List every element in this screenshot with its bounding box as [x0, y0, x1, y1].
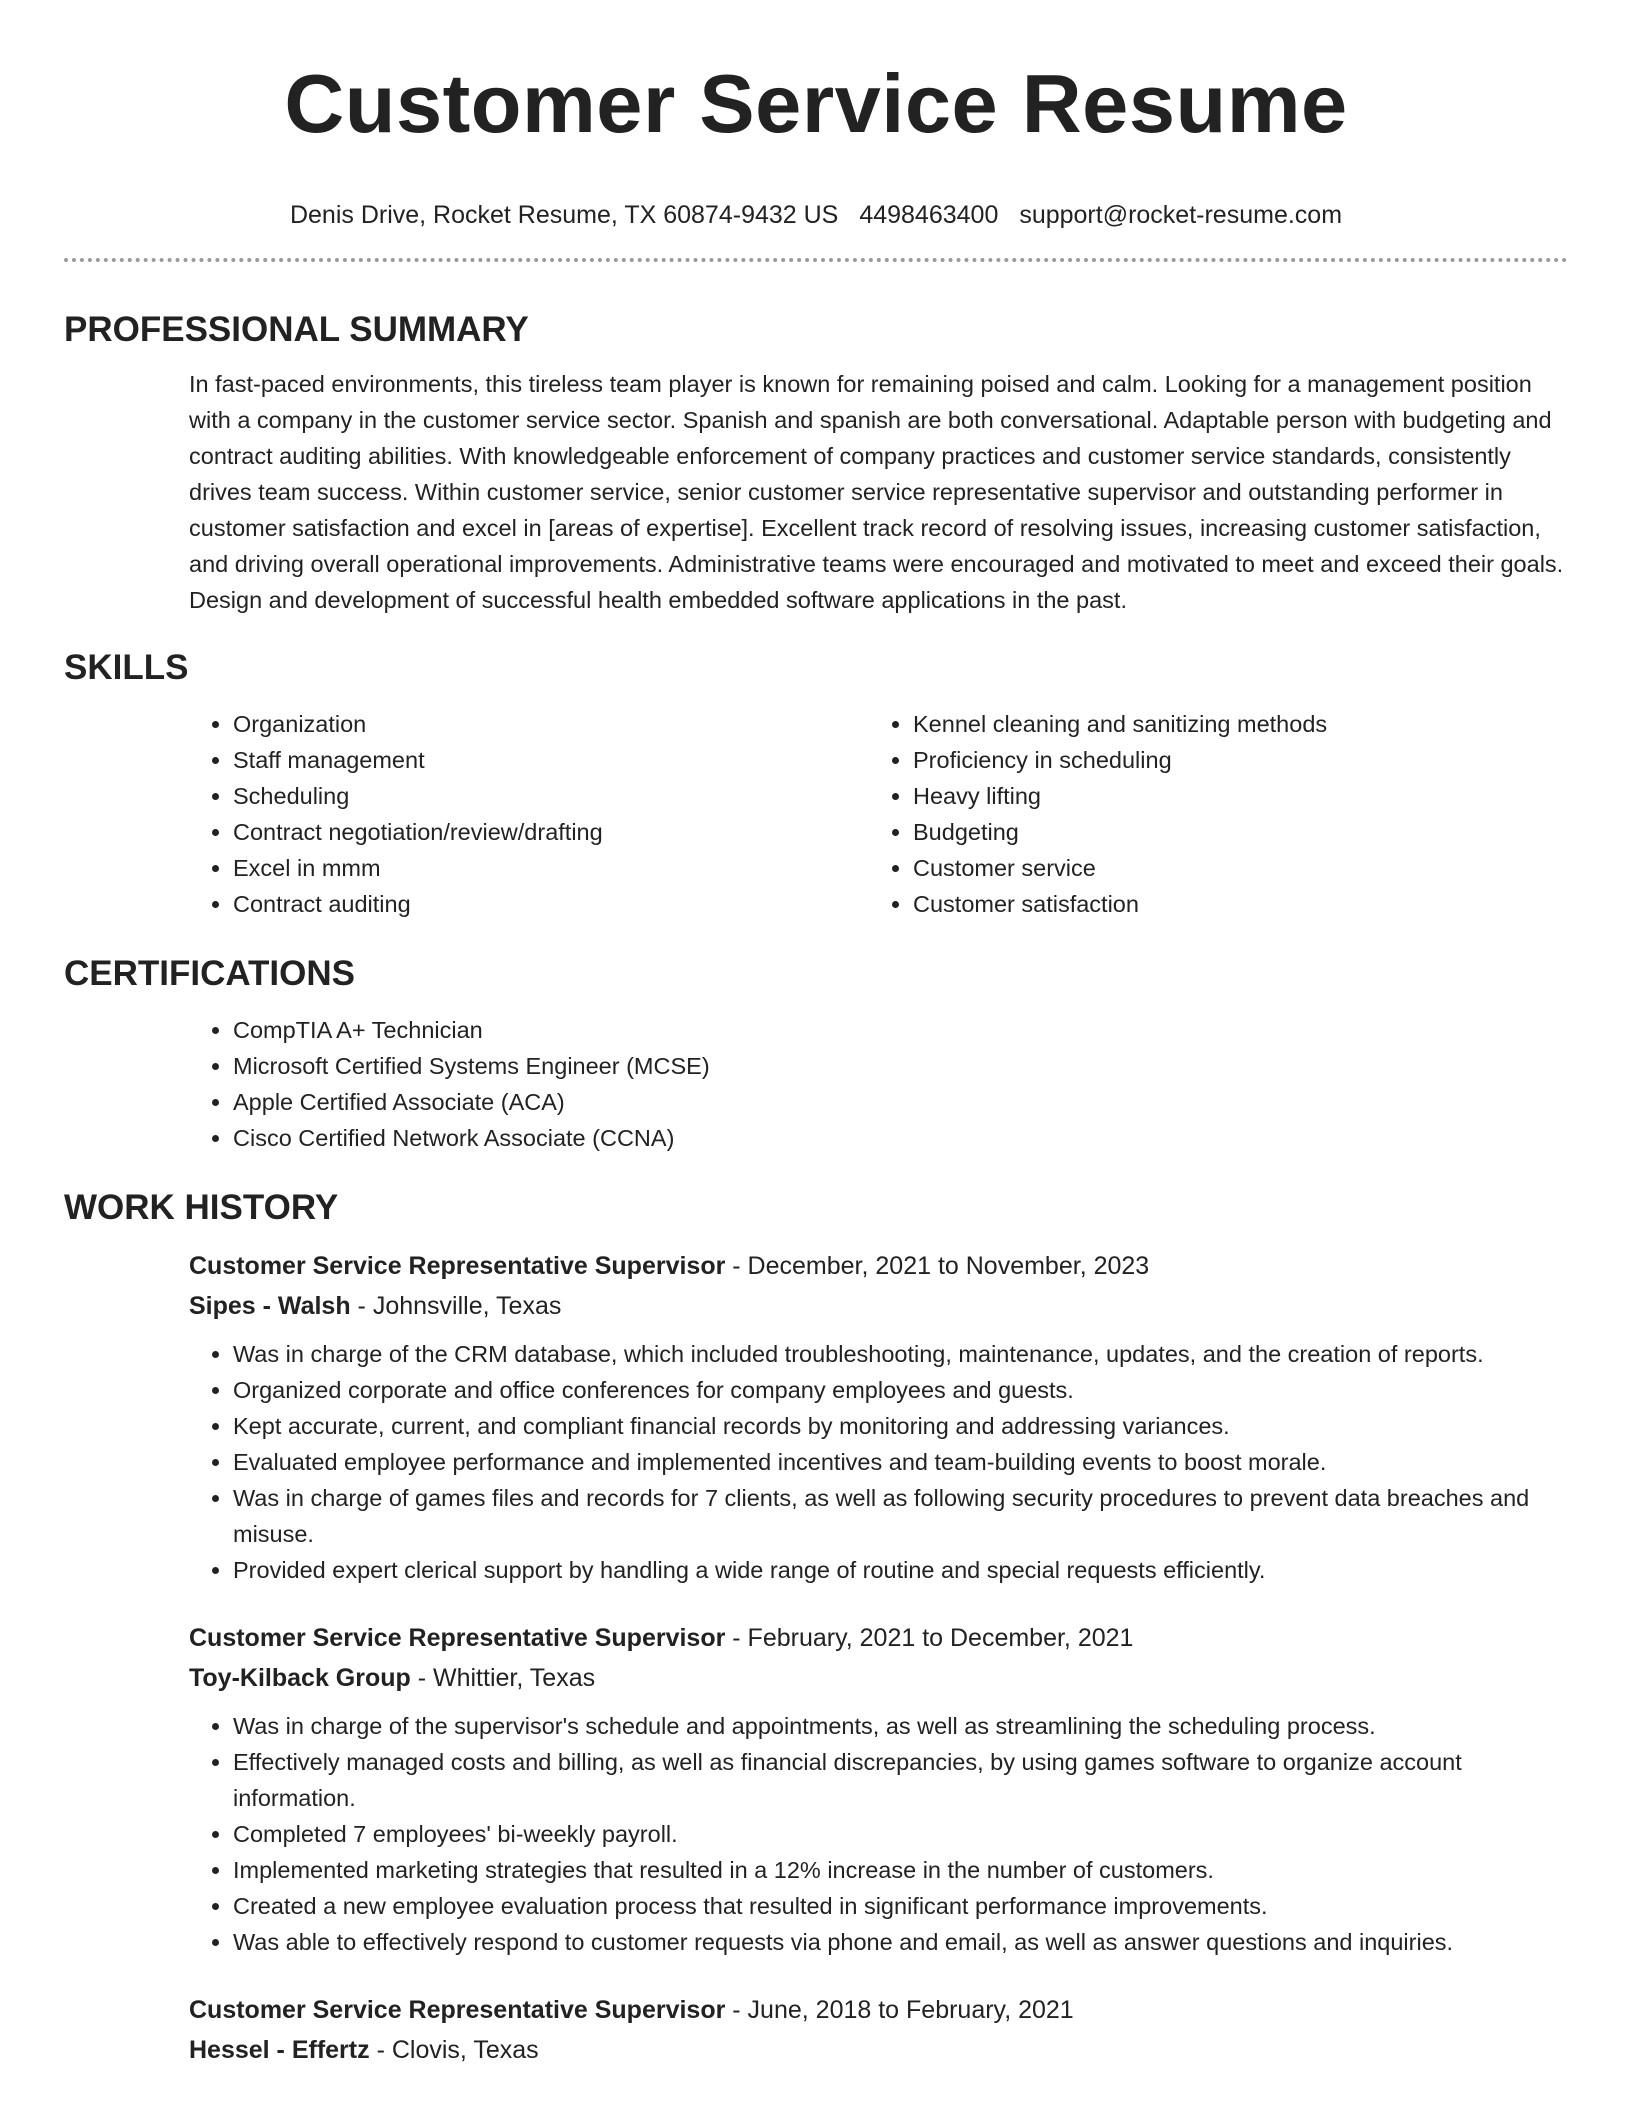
job-company-line — [189, 1658, 1568, 1698]
contact-address: Denis Drive, Rocket Resume, TX 60874-9432 US — [289, 201, 839, 229]
skill-item: • Kennel cleaning and sanitizing methods — [913, 706, 1549, 742]
contact-line — [64, 200, 1568, 230]
job-company-line — [189, 2030, 1568, 2070]
contact-email: support@rocket-resume.com — [1019, 201, 1343, 229]
job-bullet: • Effectively managed costs and billing, as well as financial discrepancies, by using games software to organize account information. — [233, 1744, 1568, 1816]
job-bullet: • Kept accurate, current, and compliant financial records by monitoring and addressing variances. — [233, 1408, 1568, 1444]
work-history-heading: WORK HISTORY — [64, 1188, 339, 1227]
job-dates: - June, 2018 to February, 2021 — [725, 1996, 1074, 2024]
job-title-line — [189, 1246, 1568, 1286]
resume-title: Customer Service Resume — [284, 57, 1348, 150]
job-dates: - February, 2021 to December, 2021 — [725, 1624, 1134, 1652]
jobs-list — [189, 1246, 1568, 2070]
job-dates: - December, 2021 to November, 2023 — [725, 1252, 1150, 1280]
job-company: Toy-Kilback Group — [189, 1664, 411, 1692]
header-divider — [64, 258, 1568, 262]
skill-item: • Budgeting — [913, 814, 1549, 850]
job-entry — [189, 1246, 1568, 1588]
job-title: Customer Service Representative Supervisor — [189, 1996, 726, 2024]
job-location: - Clovis, Texas — [369, 2036, 539, 2064]
job-location: - Whittier, Texas — [410, 1664, 596, 1692]
job-bullet: • Was able to effectively respond to customer requests via phone and email, as well as answer questions and inquiries. — [233, 1924, 1568, 1960]
certifications-list — [189, 1012, 1568, 1156]
skills-columns — [189, 706, 1568, 922]
job-company: Hessel - Effertz — [189, 2036, 370, 2064]
skills-column-right — [869, 706, 1549, 922]
skill-item: • Scheduling — [233, 778, 869, 814]
job-title-line — [189, 1618, 1568, 1658]
job-title-line — [189, 1990, 1568, 2030]
skill-item: • Excel in mmm — [233, 850, 869, 886]
job-entry — [189, 1618, 1568, 1960]
certification-item: • CompTIA A+ Technician — [233, 1012, 1568, 1048]
skill-item: • Customer service — [913, 850, 1549, 886]
summary-heading: PROFESSIONAL SUMMARY — [64, 310, 529, 349]
skill-item: • Contract negotiation/review/drafting — [233, 814, 869, 850]
summary-section — [64, 308, 1568, 618]
certification-item: • Apple Certified Associate (ACA) — [233, 1084, 1568, 1120]
job-entry — [189, 1990, 1568, 2070]
contact-phone: 4498463400 — [859, 201, 999, 229]
skill-item: • Heavy lifting — [913, 778, 1549, 814]
job-bullet: • Created a new employee evaluation process that resulted in significant performance improvements. — [233, 1888, 1568, 1924]
job-title: Customer Service Representative Supervisor — [189, 1252, 726, 1280]
skills-heading: SKILLS — [64, 648, 189, 687]
job-bullet: • Evaluated employee performance and implemented incentives and team-building events to boost morale. — [233, 1444, 1568, 1480]
job-company-line — [189, 1286, 1568, 1326]
skills-column-left — [189, 706, 869, 922]
job-bullet: • Organized corporate and office conferences for company employees and guests. — [233, 1372, 1568, 1408]
skill-item: • Organization — [233, 706, 869, 742]
job-location: - Johnsville, Texas — [350, 1292, 562, 1320]
skill-item: • Customer satisfaction — [913, 886, 1549, 922]
certifications-heading: CERTIFICATIONS — [64, 954, 356, 993]
job-bullet: • Was in charge of games files and records for 7 clients, as well as following security procedures to prevent data breaches and misuse. — [233, 1480, 1568, 1552]
skill-item: • Staff management — [233, 742, 869, 778]
job-bullet: • Was in charge of the supervisor's schedule and appointments, as well as streamlining the scheduling process. — [233, 1708, 1568, 1744]
skill-item: • Proficiency in scheduling — [913, 742, 1549, 778]
work-history-section — [64, 1186, 1568, 2070]
skills-section — [64, 646, 1568, 922]
job-bullet: • Implemented marketing strategies that resulted in a 12% increase in the number of customers. — [233, 1852, 1568, 1888]
job-title: Customer Service Representative Supervisor — [189, 1624, 726, 1652]
job-bullet: • Provided expert clerical support by handling a wide range of routine and special requests efficiently. — [233, 1552, 1568, 1588]
certification-item: • Microsoft Certified Systems Engineer (MCSE) — [233, 1048, 1568, 1084]
job-company: Sipes - Walsh — [189, 1292, 351, 1320]
job-bullet: • Was in charge of the CRM database, which included troubleshooting, maintenance, updates, and the creation of reports. — [233, 1336, 1568, 1372]
job-bullet: • Completed 7 employees' bi-weekly payroll. — [233, 1816, 1568, 1852]
skill-item: • Contract auditing — [233, 886, 869, 922]
certification-item: • Cisco Certified Network Associate (CCNA) — [233, 1120, 1568, 1156]
summary-text: In fast-paced environments, this tireless team player is known for remaining poised and calm. Looking for a management position with a company in the customer service sector. Spanish and spanish are both conversational. Adaptable person with budgeting and contract auditing abilities. With knowledgeable enforcement of company practices and customer service standards, consistently drives team success. Within customer service, senior customer service representative supervisor and outstanding performer in customer satisfaction and excel in [areas of expertise]. Excellent track record of resolving issues, increasing customer satisfaction, and driving overall operational improvements. Administrative teams were encouraged and motivated to meet and exceed their goals. Design and development of successful health embedded software applications in the past. — [189, 371, 1564, 613]
certifications-section — [64, 952, 1568, 1156]
